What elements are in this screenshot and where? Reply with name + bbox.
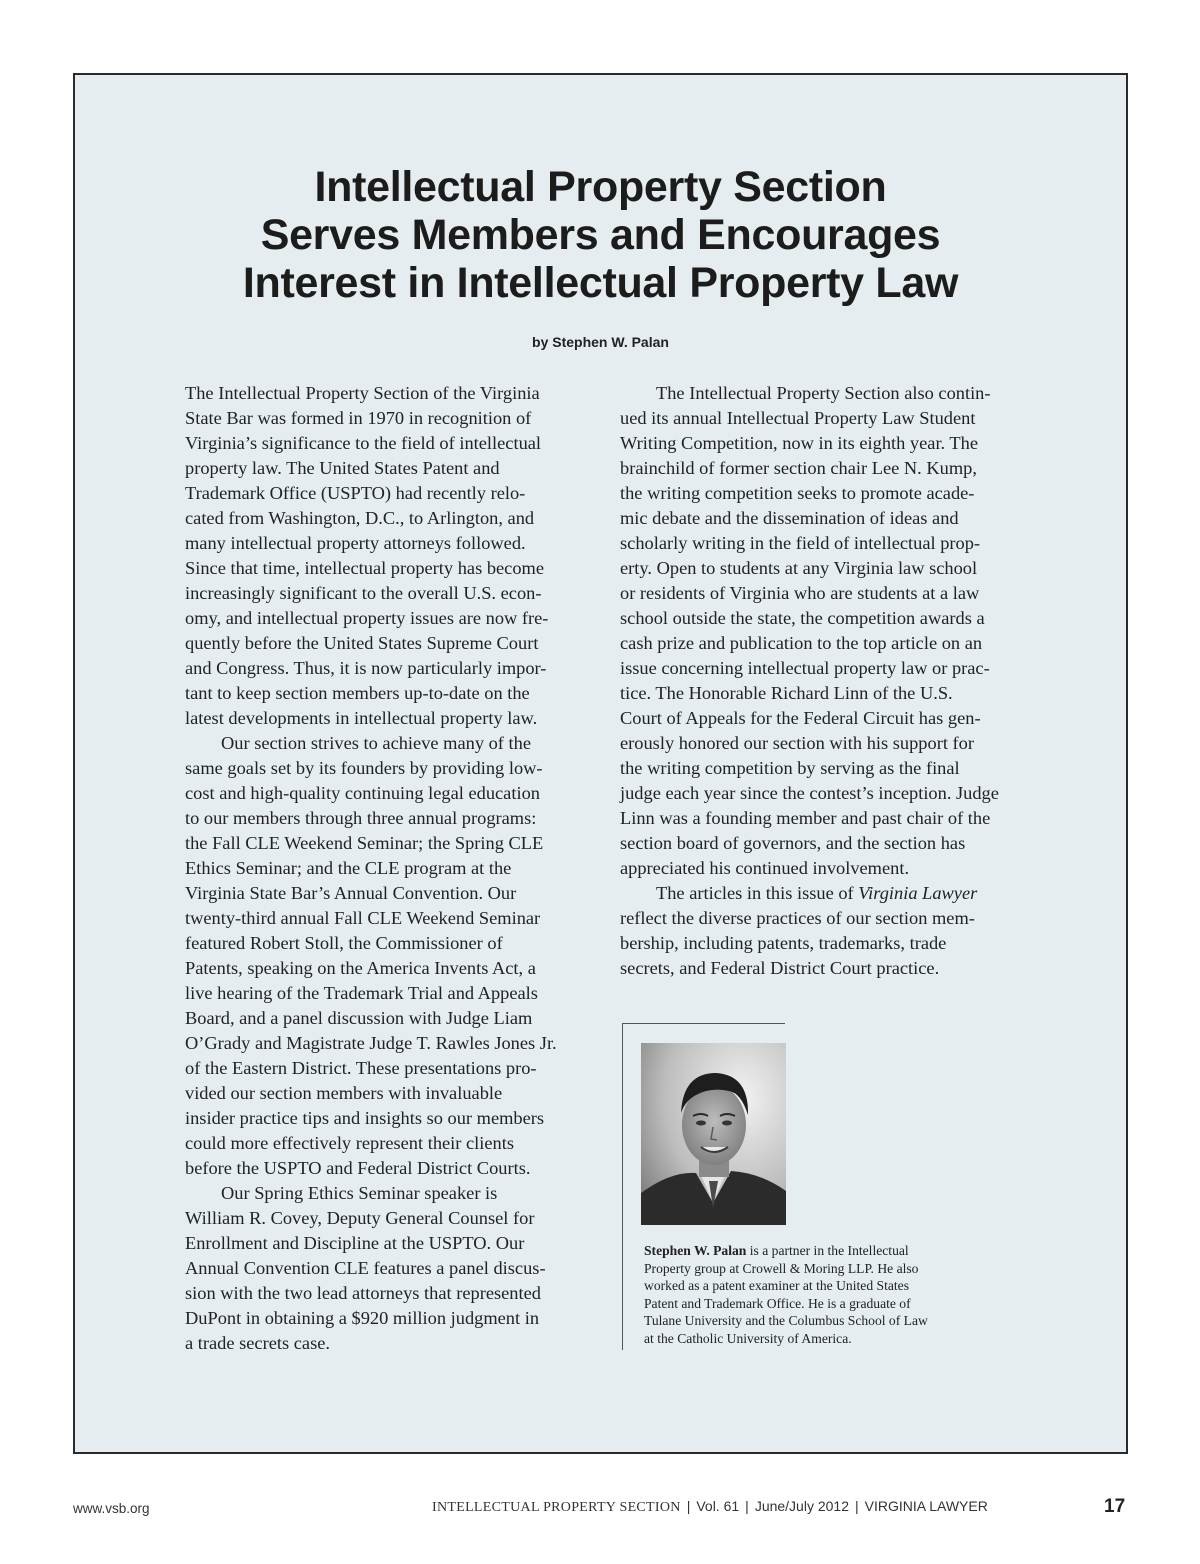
page-number: 17 [1104,1496,1126,1517]
photo-frame-rule-top [622,1023,785,1024]
left-column [185,381,577,1356]
text-line: brainchild of former section chair Lee N. Kump, [620,458,977,478]
footer-issue-date: June/July 2012 [754,1498,849,1514]
text-line: cated from Washington, D.C., to Arlington, and [185,508,535,528]
author-portrait-illustration [641,1043,786,1225]
footer-separator: | [855,1498,859,1514]
bio-line [644,1242,984,1260]
text-line: Since that time, intellectual property has become [185,558,545,578]
text-line: bership, including patents, trademarks, trade [620,933,947,953]
text-line: before the USPTO and Federal District Courts. [185,1158,531,1178]
text-line: featured Robert Stoll, the Commissioner of [185,933,503,953]
text-line: insider practice tips and insights so our members [185,1108,545,1128]
article-title [75,163,1126,307]
footer-volume: Vol. 61 [696,1498,740,1514]
text-line: sion with the two lead attorneys that represented [185,1283,541,1303]
text-line: omy, and intellectual property issues are now fre- [185,608,549,628]
text-line: Court of Appeals for the Federal Circuit has gen- [620,708,981,728]
text-line: The Intellectual Property Section of the Virginia [185,383,540,403]
text-line: William R. Covey, Deputy General Counsel for [185,1208,535,1228]
text-line: and Congress. Thus, it is now particularly impor- [185,658,547,678]
text-line: cost and high-quality continuing legal education [185,783,540,803]
photo-frame-rule-left [622,1023,623,1350]
text-line: to our members through three annual programs: [185,808,537,828]
text-line: tice. The Honorable Richard Linn of the U.S. [620,683,953,703]
text-line: erty. Open to students at any Virginia law school [620,558,978,578]
text-line: Ethics Seminar; and the CLE program at the [185,858,512,878]
text-line: twenty-third annual Fall CLE Weekend Seminar [185,908,541,928]
text-line: a trade secrets case. [185,1333,330,1353]
text-line: mic debate and the dissemination of ideas and [620,508,959,528]
text-line: appreciated his continued involvement. [620,858,910,878]
text-line: the writing competition seeks to promote acade- [620,483,975,503]
text-line: Virginia State Bar’s Annual Convention. Our [185,883,517,903]
bio-line: Patent and Trademark Office. He is a graduate of [644,1295,911,1311]
bio-line: at the Catholic University of America. [644,1330,852,1346]
text-line: Virginia’s significance to the field of intellectual [185,433,542,453]
text-line: live hearing of the Trademark Trial and Appeals [185,983,538,1003]
bio-line: worked as a patent examiner at the United States [644,1278,909,1294]
title-line: Intellectual Property Section [314,163,887,211]
bio-fragment: is a partner in the Intellectual [746,1243,909,1258]
text-line: latest developments in intellectual property law. [185,708,538,728]
text-line: cash prize and publication to the top article on an [620,633,983,653]
text-line: tant to keep section members up-to-date on the [185,683,530,703]
footer-magazine: VIRGINIA LAWYER [864,1498,988,1514]
byline: by Stephen W. Palan [532,334,669,350]
footer-separator: | [745,1498,749,1514]
text-line: erously honored our section with his support for [620,733,974,753]
text-line: secrets, and Federal District Court practice. [620,958,940,978]
right-column [620,381,1020,981]
text-line: or residents of Virginia who are students at a law [620,583,980,603]
text-line [620,881,1020,906]
author-photo [641,1043,786,1225]
bio-line: Property group at Crowell & Moring LLP. He also [644,1260,919,1276]
text-line: Writing Competition, now in its eighth year. The [620,433,979,453]
text-line: could more effectively represent their clients [185,1133,515,1153]
text-line: Board, and a panel discussion with Judge Liam [185,1008,533,1028]
text-line: reflect the diverse practices of our section mem- [620,908,975,928]
text-line: Annual Convention CLE features a panel discus- [185,1258,546,1278]
text-line: many intellectual property attorneys followed. [185,533,526,553]
text-line: increasingly significant to the overall U.S. econ- [185,583,542,603]
text-line: Enrollment and Discipline at the USPTO. Our [185,1233,525,1253]
text-line: vided our section members with invaluable [185,1083,503,1103]
text-line: Our Spring Ethics Seminar speaker is [221,1183,498,1203]
text-line: Patents, speaking on the America Invents Act, a [185,958,536,978]
bio-line: Tulane University and the Columbus School of Law [644,1313,928,1329]
text-line: Our section strives to achieve many of the [221,733,531,753]
footer-separator: | [686,1498,691,1514]
text-line: scholarly writing in the field of intellectual prop- [620,533,981,553]
publication-title: Virginia Lawyer [858,883,978,903]
text-line: same goals set by its founders by providing low- [185,758,543,778]
text-line: school outside the state, the competition awards a [620,608,985,628]
text-fragment: The articles in this issue of [656,883,859,903]
text-line: ued its annual Intellectual Property Law Student [620,408,976,428]
text-line: Trademark Office (USPTO) had recently relo- [185,483,526,503]
footer-section: INTELLECTUAL PROPERTY SECTION [432,1500,681,1515]
title-line: Interest in Intellectual Property Law [242,259,959,307]
footer-website-link[interactable]: www.vsb.org [73,1501,150,1516]
text-line: the Fall CLE Weekend Seminar; the Spring CLE [185,833,544,853]
footer-running-head [432,1498,988,1516]
title-line: Serves Members and Encourages [260,211,941,259]
text-line: The Intellectual Property Section also contin- [656,383,991,403]
text-line: section board of governors, and the section has [620,833,966,853]
text-line: of the Eastern District. These presentations pro- [185,1058,537,1078]
article-panel [73,73,1128,1454]
text-line: Linn was a founding member and past chair of the [620,808,991,828]
text-line: the writing competition by serving as the final [620,758,960,778]
text-line: issue concerning intellectual property law or prac- [620,658,990,678]
text-line: O’Grady and Magistrate Judge T. Rawles Jones Jr. [185,1033,557,1053]
author-name: Stephen W. Palan [644,1243,747,1258]
text-line: quently before the United States Supreme Court [185,633,539,653]
text-line: DuPont in obtaining a $920 million judgment in [185,1308,540,1328]
text-line: State Bar was formed in 1970 in recognition of [185,408,532,428]
text-line: property law. The United States Patent and [185,458,500,478]
text-line: judge each year since the contest’s inception. Judge [620,783,999,803]
author-bio [644,1242,984,1348]
